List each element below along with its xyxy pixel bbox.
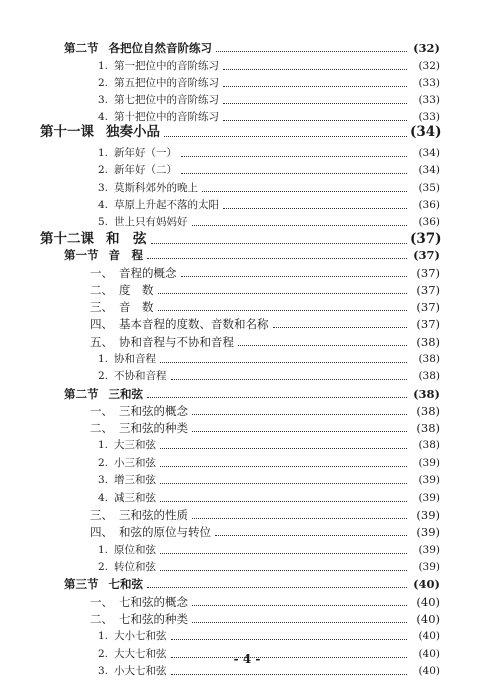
toc-entry [98, 351, 440, 367]
dot-leader [160, 362, 407, 363]
dot-leader [223, 69, 407, 70]
entry-page: (38) [418, 353, 440, 365]
toc-entry [40, 123, 440, 141]
entry-page: (32) [418, 60, 440, 72]
entry-title: 世上只有妈妈好 [114, 216, 188, 228]
entry-number: 二、 [90, 612, 113, 626]
entry-number: 二、 [90, 421, 113, 435]
entry-page: (40) [418, 665, 440, 677]
entry-number: 1. [98, 60, 109, 72]
entry-number: 2. [98, 77, 109, 89]
entry-number: 一、 [90, 595, 113, 609]
entry-number: 1. [98, 147, 109, 159]
entry-number: 第三节 [64, 577, 99, 591]
entry-title: 小三和弦 [114, 457, 157, 469]
entry-page: (34) [418, 147, 440, 159]
toc-entry [98, 472, 440, 488]
toc-entry [98, 162, 440, 178]
entry-title: 新年好（一） [114, 147, 178, 159]
entry-title: 第一把位中的音阶练习 [114, 60, 220, 72]
dot-leader [181, 156, 407, 157]
entry-number: 第一节 [64, 248, 99, 262]
toc-entry [98, 197, 440, 213]
toc-entry [90, 334, 440, 350]
entry-title: 和 弦 [106, 231, 147, 247]
entry-title: 三和弦的概念 [119, 404, 188, 418]
dot-leader [158, 310, 408, 311]
entry-page: (34) [418, 164, 440, 176]
toc-entry [98, 490, 440, 506]
entry-title: 音 程 [108, 248, 143, 262]
entry-title: 三和弦的种类 [119, 421, 188, 435]
toc-entry [98, 455, 440, 471]
entry-title: 音 数 [119, 300, 154, 314]
dot-leader [223, 86, 407, 87]
toc-entry [98, 559, 440, 575]
toc-entry [40, 230, 440, 248]
entry-title: 莫斯科郊外的晚上 [114, 182, 199, 194]
entry-title: 第五把位中的音阶练习 [114, 77, 220, 89]
entry-page: (38) [416, 335, 440, 349]
entry-title: 第十把位中的音阶练习 [114, 111, 220, 123]
dot-leader [202, 191, 407, 192]
dot-leader [147, 258, 407, 259]
entry-number: 2. [98, 370, 109, 382]
dot-leader [192, 431, 407, 432]
entry-number: 第十二课 [40, 231, 94, 247]
toc-entry [98, 437, 440, 453]
entry-page: (35) [418, 182, 440, 194]
dot-leader [192, 414, 407, 415]
entry-title: 大小七和弦 [114, 630, 167, 642]
entry-title: 不协和音程 [114, 370, 167, 382]
entry-title: 协和音程 [114, 353, 157, 365]
entry-page: (37) [416, 266, 440, 280]
toc-entry [90, 611, 440, 627]
entry-title: 七和弦的概念 [119, 595, 188, 609]
entry-title: 原位和弦 [114, 544, 157, 556]
entry-number: 3. [98, 474, 109, 486]
dot-leader [160, 570, 407, 571]
toc-entry [98, 145, 440, 161]
entry-number: 5. [98, 216, 109, 228]
toc-entry [98, 180, 440, 196]
toc-entry [90, 316, 440, 332]
dot-leader [164, 136, 407, 137]
entry-title: 减三和弦 [114, 492, 157, 504]
entry-page: (38) [418, 370, 440, 382]
entry-page: (40) [413, 577, 440, 591]
entry-number: 3. [98, 665, 109, 677]
entry-number: 4. [98, 199, 109, 211]
toc-entry [64, 247, 440, 263]
dot-leader [192, 518, 407, 519]
entry-page: (39) [418, 457, 440, 469]
dot-leader [160, 553, 407, 554]
toc-entry [90, 524, 440, 540]
entry-page: (37) [416, 317, 440, 331]
toc-entry [90, 594, 440, 610]
toc-entry [90, 299, 440, 315]
entry-page: (40) [416, 612, 440, 626]
entry-number: 1. [98, 544, 109, 556]
dot-leader [151, 243, 408, 244]
dot-leader [160, 501, 407, 502]
entry-title: 大大七和弦 [114, 648, 167, 660]
dot-leader [223, 120, 407, 121]
dot-leader [147, 587, 407, 588]
entry-number: 四、 [90, 317, 113, 331]
toc-entry [98, 58, 440, 74]
entry-page: (40) [418, 630, 440, 642]
dot-leader [147, 397, 407, 398]
dot-leader [160, 466, 407, 467]
entry-title: 七和弦 [108, 577, 143, 591]
entry-page: (33) [418, 77, 440, 89]
entry-number: 第二节 [64, 41, 99, 55]
dot-leader [158, 293, 408, 294]
entry-title: 音程的概念 [119, 266, 177, 280]
dot-leader [192, 225, 407, 226]
dot-leader [160, 483, 407, 484]
entry-page: (40) [416, 595, 440, 609]
entry-number: 4. [98, 492, 109, 504]
toc-entry [90, 282, 440, 298]
entry-number: 五、 [90, 335, 113, 349]
entry-number: 三、 [90, 508, 113, 522]
dot-leader [223, 103, 407, 104]
dot-leader [171, 379, 407, 380]
dot-leader [160, 448, 407, 449]
toc-entry [64, 576, 440, 592]
dot-leader [216, 51, 407, 52]
entry-number: 2. [98, 561, 109, 573]
page-number: - 4 - [233, 652, 261, 666]
entry-title: 协和音程与不协和音程 [119, 335, 234, 349]
entry-title: 三和弦 [108, 387, 143, 401]
toc-entry [98, 75, 440, 91]
toc-entry [90, 507, 440, 523]
entry-number: 一、 [90, 404, 113, 418]
dot-leader [171, 639, 407, 640]
entry-number: 1. [98, 630, 109, 642]
toc-entry [98, 368, 440, 384]
entry-number: 1. [98, 353, 109, 365]
entry-title: 基本音程的度数、音数和名称 [119, 317, 269, 331]
entry-title: 新年好（二） [114, 164, 178, 176]
entry-title: 第七把位中的音阶练习 [114, 94, 220, 106]
toc-entry [90, 420, 440, 436]
toc-entry [90, 403, 440, 419]
entry-page: (33) [418, 111, 440, 123]
entry-number: 1. [98, 439, 109, 451]
entry-number: 2. [98, 457, 109, 469]
entry-number: 四、 [90, 525, 113, 539]
entry-page: (38) [416, 421, 440, 435]
entry-page: (37) [416, 283, 440, 297]
entry-page: (39) [418, 561, 440, 573]
dot-leader [171, 674, 407, 675]
entry-number: 三、 [90, 300, 113, 314]
entry-page: (39) [418, 474, 440, 486]
entry-number: 2. [98, 164, 109, 176]
entry-page: (37) [413, 248, 440, 262]
dot-leader [192, 605, 407, 606]
dot-leader [181, 173, 407, 174]
dot-leader [181, 276, 408, 277]
toc-entry [98, 628, 440, 644]
entry-title: 增三和弦 [114, 474, 157, 486]
entry-number: 第十一课 [40, 124, 94, 140]
entry-number: 4. [98, 111, 109, 123]
toc-entry [98, 214, 440, 230]
entry-page: (39) [418, 492, 440, 504]
toc-entry [98, 542, 440, 558]
entry-title: 三和弦的性质 [119, 508, 188, 522]
entry-page: (34) [410, 124, 442, 140]
toc-entry [64, 40, 440, 56]
entry-title: 各把位自然音阶练习 [108, 41, 212, 55]
dot-leader [192, 622, 407, 623]
entry-number: 一、 [90, 266, 113, 280]
toc-entry [90, 265, 440, 281]
entry-title: 和弦的原位与转位 [119, 525, 211, 539]
entry-page: (33) [418, 94, 440, 106]
entry-page: (40) [418, 648, 440, 660]
entry-page: (39) [418, 544, 440, 556]
dot-leader [223, 208, 407, 209]
dot-leader [215, 535, 407, 536]
toc-entry [98, 92, 440, 108]
entry-title: 度 数 [119, 283, 154, 297]
entry-page: (36) [418, 199, 440, 211]
entry-page: (36) [418, 216, 440, 228]
entry-page: (38) [413, 387, 440, 401]
entry-page: (39) [416, 525, 440, 539]
dot-leader [238, 345, 407, 346]
entry-page: (38) [418, 439, 440, 451]
dot-leader [273, 327, 408, 328]
entry-title: 小大七和弦 [114, 665, 167, 677]
entry-page: (37) [410, 231, 442, 247]
entry-page: (32) [413, 41, 440, 55]
entry-number: 3. [98, 94, 109, 106]
entry-title: 草原上升起不落的太阳 [114, 199, 220, 211]
entry-number: 2. [98, 648, 109, 660]
entry-page: (39) [416, 508, 440, 522]
entry-number: 3. [98, 182, 109, 194]
entry-page: (38) [416, 404, 440, 418]
entry-number: 第二节 [64, 387, 99, 401]
toc-entry [64, 386, 440, 402]
entry-page: (37) [416, 300, 440, 314]
entry-title: 独奏小品 [106, 124, 160, 140]
entry-title: 转位和弦 [114, 561, 157, 573]
entry-title: 大三和弦 [114, 439, 157, 451]
entry-title: 七和弦的种类 [119, 612, 188, 626]
entry-number: 二、 [90, 283, 113, 297]
